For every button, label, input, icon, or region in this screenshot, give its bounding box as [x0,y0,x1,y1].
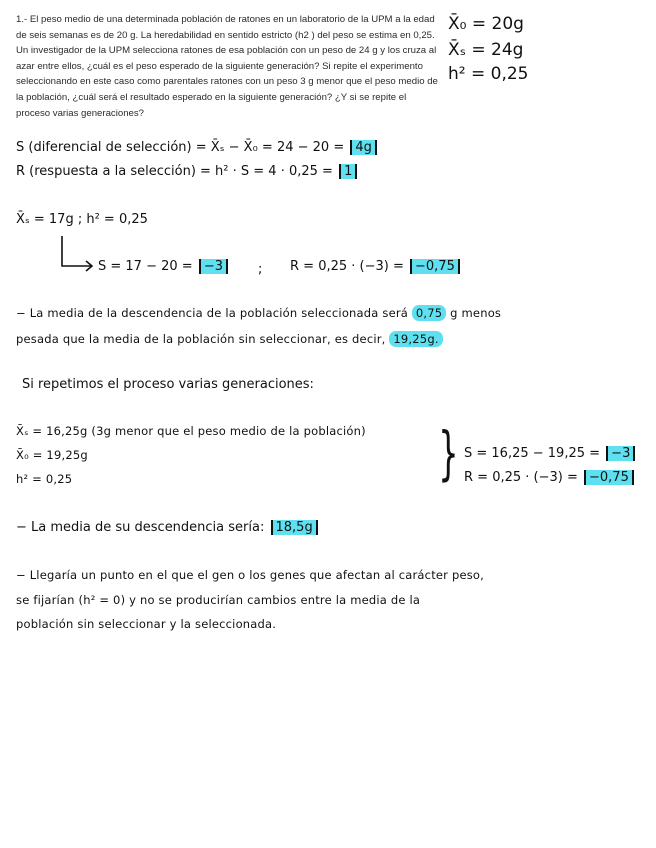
step2-r-result: −0,75 [410,259,460,274]
step3-x0-line: X̄₀ = 19,25g [16,448,88,462]
conclusion2-line [16,520,318,535]
conclusion3-line3: población sin seleccionar y la seleccionada. [16,617,277,631]
conclusion1-highlight-a: 0,75 [412,305,446,321]
step2-r-formula: R = 0,25 · (−3) = [290,259,404,274]
selection-response-result: 1 [339,164,357,179]
selection-response-formula: R (respuesta a la selección) = h² · S = 4 · 0,25 = [16,164,333,179]
given-h2: h² = 0,25 [448,64,529,84]
given-x0: X̄₀ = 20g [448,14,524,34]
step3-r-formula: R = 0,25 · (−3) = [464,470,578,485]
step3-h2-line: h² = 0,25 [16,472,73,486]
selection-differential-line [16,140,377,155]
right-brace: } [438,419,459,487]
conclusion1-line2 [16,332,443,346]
repeat-heading: Si repetimos el proceso varias generaciones: [22,377,314,392]
arrow-icon [58,236,98,272]
step2-separator: ; [258,262,263,277]
step3-r-line [464,470,634,485]
step3-r-result: −0,75 [584,470,634,485]
step3-s-line [464,446,635,461]
step2-r-line [290,259,460,274]
conclusion2-text: − La media de su descendencia sería: [16,520,265,535]
selection-differential-formula: S (diferencial de selección) = X̄ₛ − X̄₀ = 24 − 20 = [16,140,345,155]
conclusion2-result: 18,5g [271,520,318,535]
conclusion1-text-b: g menos [450,306,502,320]
step2-s-line [98,259,228,274]
selection-response-line [16,164,357,179]
conclusion1-highlight-b: 19,25g. [389,331,442,347]
conclusion1-text-a: − La media de la descendencia de la población seleccionada será [16,306,409,320]
conclusion1-line1 [16,306,501,320]
conclusion3-line2: se fijarían (h² = 0) y no se producirían cambios entre la media de la [16,593,421,607]
step3-xs-line: X̄ₛ = 16,25g (3g menor que el peso medio de la población) [16,424,366,438]
problem-statement: 1.- El peso medio de una determinada población de ratones en un laboratorio de la UPM a la edad de seis semanas es de 20 g. La heredabilidad en sentido estricto (h2 ) del peso se estima en 0,25. Un investigador de la UPM selecciona ratones de esa población con un peso de 24 g y los cruza al azar entre ellos, ¿cuál es el peso esperado de la siguiente generación? Si repite el experimento seleccionando en este caso como parentales ratones con un peso 3 g menor que el peso medio de la población, ¿cuál será el resultado esperado en la siguiente generación? ¿Y si se repite el proceso varias generaciones? [16,14,438,119]
selection-differential-result: 4g [350,140,377,155]
conclusion1-text-c: pesada que la media de la población sin seleccionar, es decir, [16,332,386,346]
step3-s-result: −3 [606,446,635,461]
given-xs: X̄ₛ = 24g [448,40,524,60]
step3-s-formula: S = 16,25 − 19,25 = [464,446,601,461]
step2-givens: X̄ₛ = 17g ; h² = 0,25 [16,212,148,227]
conclusion3-line1: − Llegaría un punto en el que el gen o los genes que afectan al carácter peso, [16,568,485,582]
step2-s-result: −3 [199,259,228,274]
step2-s-formula: S = 17 − 20 = [98,259,193,274]
